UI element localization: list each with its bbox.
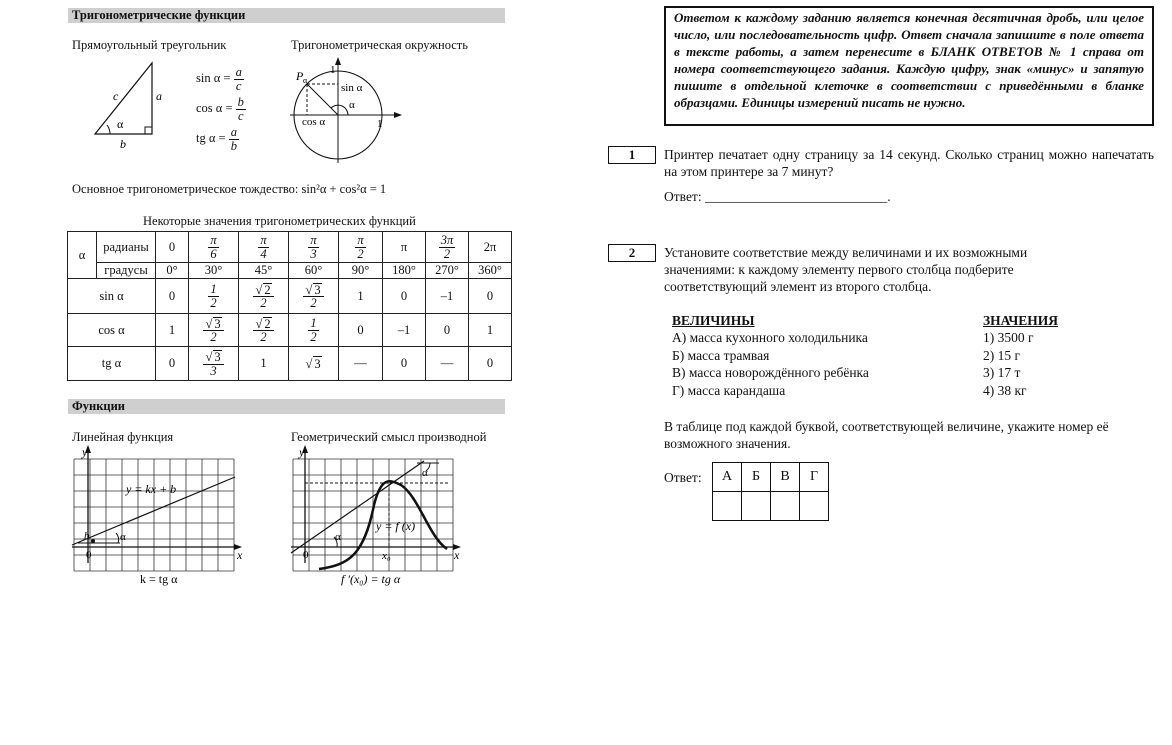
value-cell: $\frac{√ 2}{2}$	[239, 279, 289, 314]
answer-letter: Б	[742, 463, 771, 492]
answer-grid	[712, 462, 829, 521]
derivative-title: Геометрический смысл производной	[291, 430, 487, 444]
deriv-label-f: f ′(x₀) = tg α	[341, 572, 401, 586]
linear-label-y: y	[82, 445, 88, 459]
answer-cell[interactable]	[742, 492, 771, 521]
quantities-header: ВЕЛИЧИНЫ	[672, 313, 755, 328]
linear-label-zero: 0	[86, 549, 92, 561]
question-2-number: 2	[608, 244, 656, 262]
circle-label-p-sub: α	[303, 76, 308, 85]
formula-cos-num: b	[237, 95, 244, 109]
formula-tg	[196, 126, 239, 152]
value-cell: $\frac{√ 2}{2}$	[239, 314, 289, 347]
rad-pi-4: $\frac{\pi}{4}$	[239, 232, 289, 263]
deg-cell: 0°	[156, 263, 189, 279]
formula-tg-num: a	[230, 125, 237, 139]
linear-title: Линейная функция	[72, 430, 174, 444]
value-cell: 0	[383, 279, 426, 314]
table-rad-label: радианы	[97, 232, 156, 263]
circle-label-p: P	[296, 69, 304, 83]
formula-sin-den: c	[235, 78, 242, 93]
answer-cell[interactable]	[771, 492, 800, 521]
table-alpha: α	[68, 232, 97, 279]
deriv-label-zero: 0	[303, 549, 309, 561]
value-cell: 1	[339, 279, 383, 314]
rad-3pi-2: $\frac{3\pi}{2}$	[426, 232, 469, 263]
value-cell: 0	[469, 347, 512, 381]
triangle-title: Прямоугольный треугольник	[72, 38, 227, 52]
question-1-answer[interactable]: Ответ: ___________________________.	[664, 189, 891, 204]
question-2-answer-label: Ответ:	[664, 470, 702, 485]
quantity-item: Г) масса карандаша	[672, 383, 786, 398]
deg-cell: 270°	[426, 263, 469, 279]
value-cell: 0	[469, 279, 512, 314]
section-functions-title: Функции	[68, 399, 505, 414]
table-deg-label: градусы	[97, 263, 156, 279]
linear-label-b: b	[84, 530, 90, 542]
answer-cell[interactable]	[800, 492, 829, 521]
row-name: tg α	[68, 347, 156, 381]
value-cell: 1	[469, 314, 512, 347]
formula-cos	[196, 96, 246, 122]
triangle-label-c: c	[113, 89, 119, 103]
row-name: cos α	[68, 314, 156, 347]
deriv-label-x0: x₀	[382, 550, 391, 562]
row-name: sin α	[68, 279, 156, 314]
value-cell: 0	[156, 347, 189, 381]
deg-cell: 360°	[469, 263, 512, 279]
value-cell: 0	[426, 314, 469, 347]
deg-cell: 30°	[189, 263, 239, 279]
deriv-label-func: y = f (x)	[376, 519, 416, 533]
deg-cell: 180°	[383, 263, 426, 279]
formula-sin-lhs: sin α =	[196, 70, 231, 85]
value-item: 3) 17 т	[983, 365, 1021, 380]
question-2-instruction: В таблице под каждой буквой, соответствующей величине, укажите номер её возможного значения.	[664, 419, 1109, 451]
value-cell: $\frac{1}{2}$	[189, 279, 239, 314]
rad-0: 0	[156, 232, 189, 263]
value-cell: √ 3	[289, 347, 339, 381]
value-cell: 1	[156, 314, 189, 347]
rad-pi-2: $\frac{\pi}{2}$	[339, 232, 383, 263]
rad-pi-6: $\frac{\pi}{6}$	[189, 232, 239, 263]
value-cell: $\frac{√ 3}{2}$	[289, 279, 339, 314]
question-1-number: 1	[608, 146, 656, 164]
rad-pi-3: $\frac{\pi}{3}$	[289, 232, 339, 263]
value-cell: $\frac{√ 3}{2}$	[189, 314, 239, 347]
linear-label-alpha: α	[120, 531, 126, 543]
trig-circle-figure	[290, 55, 405, 165]
circle-label-one-right: 1	[377, 118, 383, 130]
deriv-label-x: x	[454, 548, 460, 562]
value-cell: $\frac{√ 3}{3}$	[189, 347, 239, 381]
table-title: Некоторые значения тригонометрических функций	[143, 214, 416, 228]
right-triangle-figure	[80, 55, 170, 150]
formula-tg-den: b	[230, 138, 237, 153]
deriv-label-y: y	[299, 445, 305, 459]
value-cell: 1	[239, 347, 289, 381]
derivative-graph	[289, 445, 469, 590]
value-cell: 0	[383, 347, 426, 381]
rad-pi: π	[383, 232, 426, 263]
circle-label-sin: sin α	[341, 82, 363, 94]
formula-sin-num: a	[235, 65, 242, 79]
quantity-item: Б) масса трамвая	[672, 348, 770, 363]
formula-cos-lhs: cos α =	[196, 100, 233, 115]
table-row-sin	[68, 279, 512, 314]
value-cell: –1	[383, 314, 426, 347]
formula-cos-den: c	[237, 108, 244, 123]
deriv-label-alpha-top: α	[422, 467, 428, 479]
section-trig-title: Тригонометрические функции	[68, 8, 505, 23]
answer-cell[interactable]	[713, 492, 742, 521]
triangle-label-alpha: α	[117, 117, 124, 131]
value-item: 2) 15 г	[983, 348, 1021, 363]
linear-label-k: k = tg α	[140, 572, 178, 586]
deriv-label-alpha: α	[335, 531, 341, 543]
trig-values-table	[67, 231, 512, 381]
deg-cell: 45°	[239, 263, 289, 279]
answer-letter: В	[771, 463, 800, 492]
circle-label-cos: cos α	[302, 116, 326, 128]
value-cell: –1	[426, 279, 469, 314]
value-item: 4) 38 кг	[983, 383, 1027, 398]
instructions-box: Ответом к каждому заданию является конечная десятичная дробь, или целое число, или последовательность цифр. Ответ сначала запишите в поле ответа в тексте работы, а затем перенесите в БЛАНК ОТВЕТОВ № 1 справа от номера соответствующего задания. Каждую цифру, знак «минус» и запятую пишите в отдельной клеточке в соответствии с приведёнными в бланке образцами. Единицы измерений писать не нужно.	[664, 6, 1154, 126]
value-item: 1) 3500 г	[983, 330, 1034, 345]
rad-2pi: 2π	[469, 232, 512, 263]
deg-cell: 60°	[289, 263, 339, 279]
linear-label-x: x	[237, 548, 243, 562]
table-row-cos	[68, 314, 512, 347]
table-row-tg	[68, 347, 512, 381]
quantity-item: А) масса кухонного холодильника	[672, 330, 868, 345]
circle-label-one-top: 1	[330, 64, 336, 76]
triangle-label-a: a	[156, 89, 162, 103]
answer-letter: Г	[800, 463, 829, 492]
value-cell: —	[339, 347, 383, 381]
deg-cell: 90°	[339, 263, 383, 279]
trig-identity: Основное тригонометрическое тождество: sin²α + cos²α = 1	[72, 182, 387, 196]
linear-function-graph	[70, 445, 250, 590]
formula-tg-lhs: tg α =	[196, 130, 226, 145]
triangle-label-b: b	[120, 137, 126, 150]
question-1-text: Принтер печатает одну страницу за 14 секунд. Сколько страниц можно напечатать на этом принтере за 7 минут?	[664, 147, 1154, 179]
values-header: ЗНАЧЕНИЯ	[983, 313, 1058, 328]
question-2-text: Установите соответствие между величинами и их возможными значениями: к каждому элементу первого столбца подберите соответствующий элемент из второго столбца.	[664, 245, 1028, 294]
circle-title: Тригонометрическая окружность	[291, 38, 468, 52]
answer-letter: А	[713, 463, 742, 492]
formula-sin	[196, 66, 244, 92]
linear-label-func: y = kx + b	[126, 482, 177, 496]
circle-label-alpha: α	[349, 99, 355, 111]
value-cell: 0	[156, 279, 189, 314]
value-cell: —	[426, 347, 469, 381]
value-cell: $\frac{1}{2}$	[289, 314, 339, 347]
quantity-item: В) масса новорождённого ребёнка	[672, 365, 869, 380]
value-cell: 0	[339, 314, 383, 347]
